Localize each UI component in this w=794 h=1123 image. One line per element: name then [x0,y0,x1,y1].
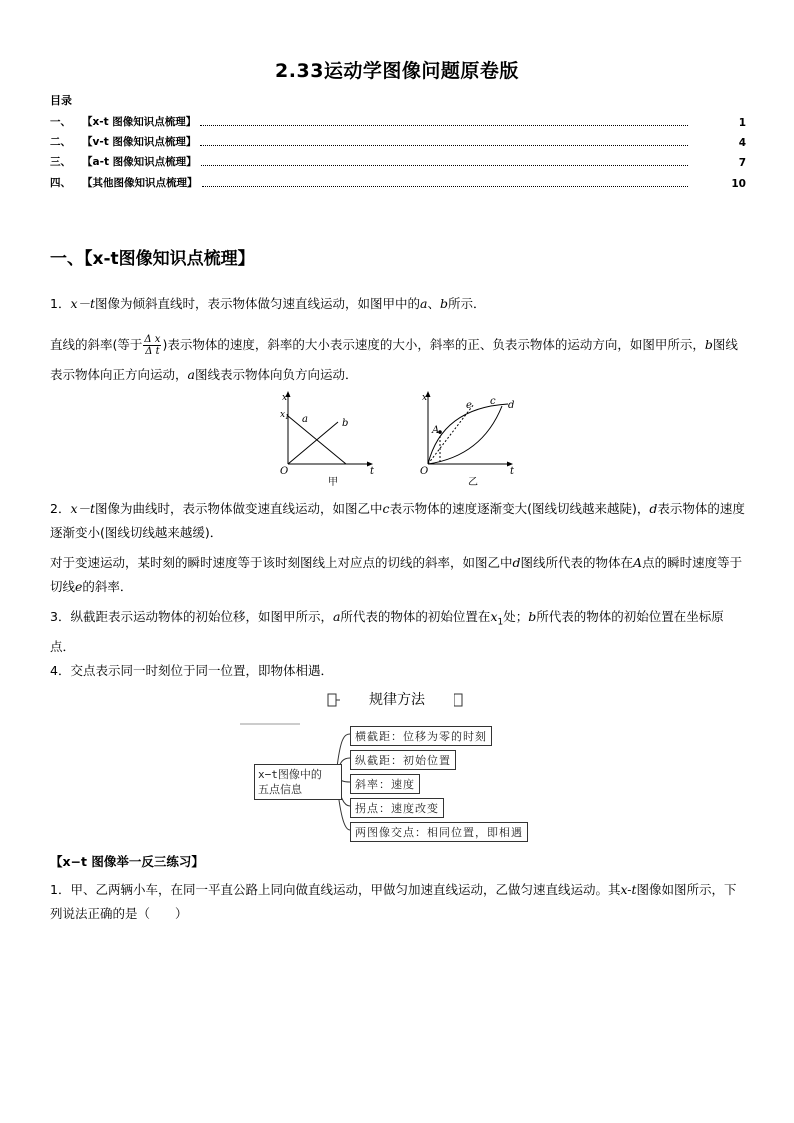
text-run: 直线的斜率(等于 [50,337,143,352]
section-heading: 一、【x-t图像知识点梳理】 [50,249,255,269]
math-var: x-t [620,882,637,897]
mindmap-root-line-2: 五点信息 [258,783,302,796]
math-var: A [633,555,643,570]
origin-label: O [280,466,289,477]
graph-jia [280,391,375,488]
toc-heading: 目录 [50,94,72,107]
paragraph-3 [50,497,746,545]
page-title: 2.33运动学图像问题原卷版 [275,60,519,82]
text-run: 、 [427,296,441,311]
toc-leader-dots [200,144,688,146]
math-var: b [440,296,449,311]
text-run: 的斜率． [82,579,133,594]
math-var: x [490,609,498,624]
text-run: 图像如图所示，下列说法正确的是（ ） [50,882,737,921]
text-run: 3．纵截距表示运动物体的初始位移，如图甲所示， [50,609,333,624]
math-var: c [382,501,390,516]
paragraph-2 [50,330,746,390]
text-run: 2． [50,501,71,516]
text-run: 图像为倾斜直线时，表示物体做匀速直线运动，如图甲中的 [95,296,421,311]
curve-d-label: d [508,400,515,411]
math-var: x－t [70,296,96,311]
text-run: 所代表的物体的初始位置在 [340,609,491,624]
figure-caption-yi: 乙 [468,477,478,488]
line-b [288,422,338,464]
toc-leader-dots [200,124,688,126]
toc-item-2[interactable] [50,133,746,149]
toc-item-page[interactable]: 4 [738,137,746,149]
x1-var: x [280,410,286,420]
math-subscript: 1 [497,617,504,628]
toc-item-label[interactable]: 【x-t 图像知识点梳理】 [82,116,197,128]
axis-label-t: t [510,466,515,477]
math-var: b [704,337,713,352]
text-run: 图线表示物体向负方向运动． [194,367,358,382]
math-var: a [420,296,428,311]
text-run: )表示物体的速度，斜率的大小表示速度的大小，斜率的正、负表示物体的运动方向，如图甲所示， [162,337,705,352]
paragraph-6: 4．交点表示同一时刻位于同一位置，即物体相遇． [50,663,333,678]
math-var: x－t [70,501,96,516]
toc-item-number: 三、 [50,156,71,168]
line-a-label: a [302,414,308,425]
practice-question-1 [50,878,746,926]
toc-item-3[interactable] [50,153,746,169]
mindmap-branch-intersection: 两图像交点：相同位置，即相遇 [350,822,528,842]
point-a-label: A [432,425,440,436]
title-bracket-right [454,694,462,706]
toc-item-page[interactable]: 7 [738,157,746,169]
math-var: a [187,367,195,382]
mindmap-branch-inflection: 拐点：速度改变 [350,798,444,818]
mindmap-branch-slope: 斜率：速度 [350,774,420,794]
toc-item-label[interactable]: 【a-t 图像知识点梳理】 [82,156,197,168]
text-run: 处； [503,609,529,624]
paragraph-4 [50,551,746,599]
toc-leader-dots [202,185,689,187]
toc-item-page[interactable]: 1 [738,117,746,129]
toc-item-number: 四、 [50,177,71,189]
text-run: 1． [50,296,71,311]
math-var: d [512,555,521,570]
line-b-label: b [342,418,349,429]
fraction-numerator: Δ x [144,334,161,345]
paragraph-1 [50,292,746,316]
text-run: 图像为曲线时，表示物体做变速直线运动，如图乙中 [95,501,383,516]
text-run: 1．甲、乙两辆小车，在同一平直公路上同向做直线运动，甲做匀加速直线运动，乙做匀速直线运动。其 [50,882,621,897]
math-var: d [649,501,658,516]
math-var: e [75,579,83,594]
figure-caption-jia: 甲 [328,477,338,488]
toc-item-page[interactable]: 10 [731,178,746,190]
axis-label-x: x [282,393,288,403]
line-e-label: e [466,400,472,411]
toc-item-4[interactable] [50,174,746,190]
mindmap-root [254,764,342,800]
mindmap [240,690,560,840]
math-var: a [332,609,341,624]
title-bracket-left [328,694,336,706]
curve-c-label: c [490,396,496,407]
fraction-delta-x-over-delta-t [143,334,161,357]
mindmap-branch-vertical-intercept: 纵截距：初始位置 [350,750,456,770]
fraction-denominator: Δ t [145,346,160,357]
mindmap-title: 规律方法 [340,690,454,710]
text-run: 点的瞬时速度等于切线 [50,555,743,594]
axis-label-t: t [370,466,375,477]
xt-graphs-figure [270,388,530,488]
mindmap-root-line-1: x−t图像中的 [258,768,322,781]
text-run: 表示物体的速度逐渐变小(图线切线越来越缓)． [50,501,745,540]
toc-item-label[interactable]: 【v-t 图像知识点梳理】 [82,136,197,148]
text-run: 图线表示物体向正方向运动， [50,337,738,382]
text-run: 表示物体的速度逐渐变大(图线切线越来越陡)， [389,501,650,516]
x1-sub: 1 [285,414,289,421]
practice-heading: 【x−t 图像举一反三练习】 [50,854,204,869]
toc-item-1[interactable] [50,113,746,129]
text-run: 对于变速运动，某时刻的瞬时速度等于该时刻图线上对应点的切线的斜率，如图乙中 [50,555,513,570]
mindmap-branch-horizontal-intercept: 横截距：位移为零的时刻 [350,726,492,746]
text-run: 所示． [448,296,486,311]
toc-item-number: 二、 [50,136,71,148]
math-var: b [528,609,537,624]
paragraph-5 [50,605,746,659]
text-run: 所代表的物体的初始位置在坐标原点． [50,609,724,654]
graph-yi [420,391,515,488]
toc-item-label[interactable]: 【其他图像知识点梳理】 [82,177,198,189]
toc-item-number: 一、 [50,116,71,128]
text-run: 图线所代表的物体在 [520,555,634,570]
toc-leader-dots [201,164,688,166]
origin-label: O [420,466,429,477]
axis-label-x: x [422,393,428,403]
